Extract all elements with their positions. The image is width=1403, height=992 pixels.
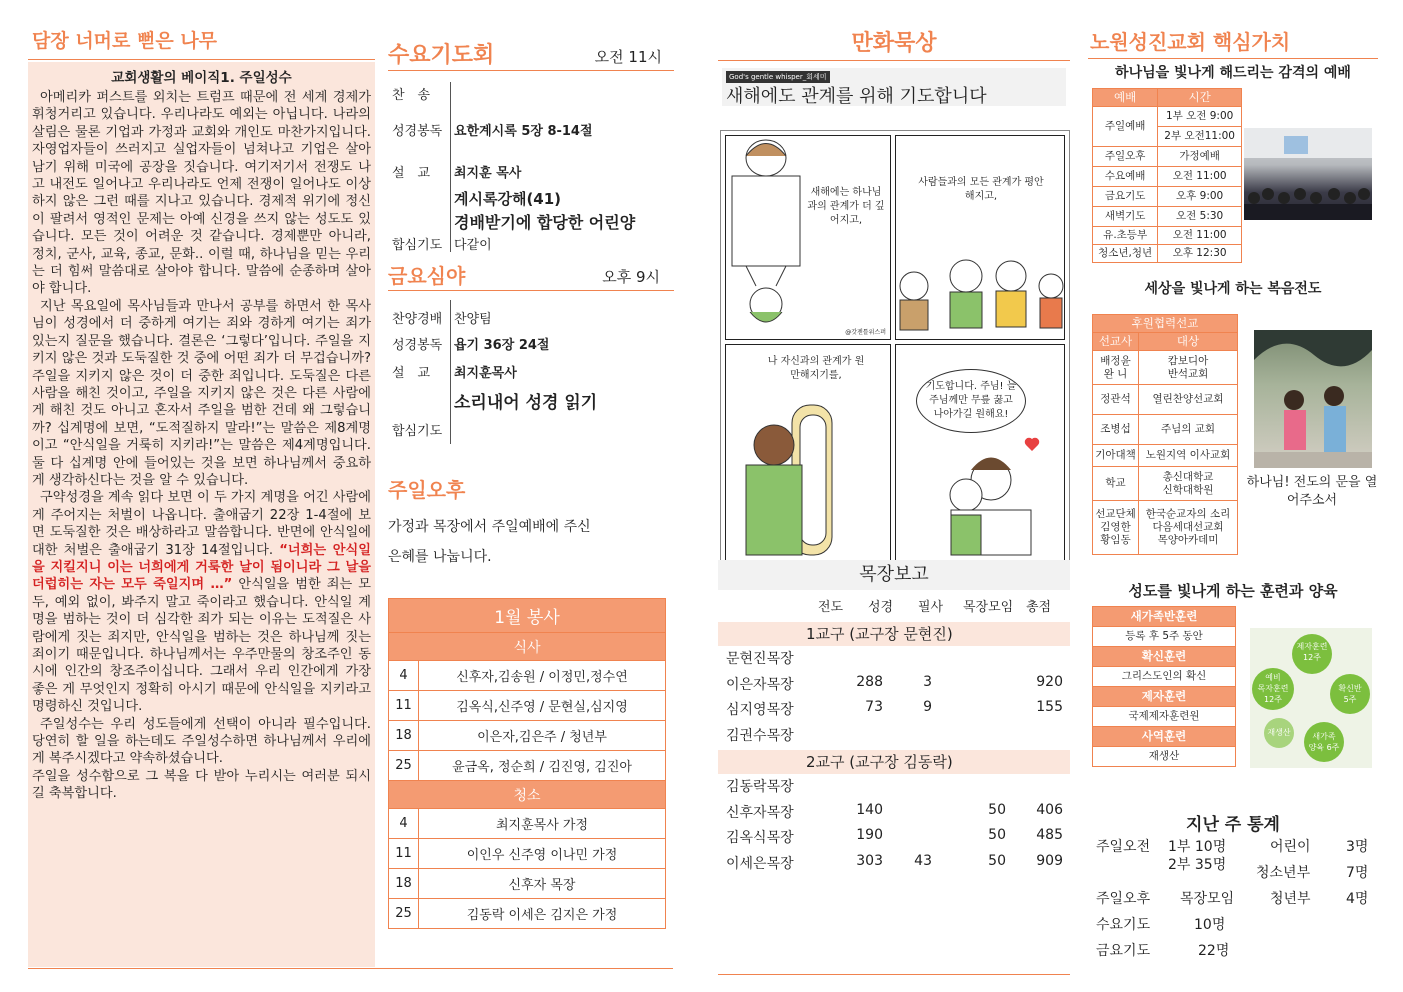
stats-label: 어린이 — [1270, 839, 1311, 855]
table-cell: 오전 5:30 — [1158, 207, 1242, 227]
table-cell: 청소년,청년 — [1093, 245, 1158, 263]
mokjang-cell: 155 — [1036, 699, 1063, 716]
column-header: 전도 — [818, 600, 844, 615]
mirror-illustration — [726, 345, 892, 563]
table-cell: 국제제자훈련원 — [1093, 707, 1236, 727]
mokjang-cell: 이세은목장 — [726, 855, 794, 872]
rule — [718, 60, 1070, 61]
table-cell: 주일오후 — [1093, 147, 1158, 167]
mokjang-row — [718, 725, 1070, 750]
stats-label: 주일오후 — [1096, 891, 1151, 907]
wed-time: 오전 11시 — [594, 48, 662, 66]
worship-photo — [1244, 128, 1372, 220]
sermon-series: 계시록강해(41) — [454, 190, 562, 208]
table-row — [389, 809, 666, 839]
mokjang-cell: 50 — [988, 852, 1006, 869]
table-cell: 18 — [389, 869, 419, 899]
table-cell: 수요예배 — [1093, 167, 1158, 187]
table-header: 확신훈련 — [1093, 647, 1236, 667]
table-cell: 이인우 신주영 이나민 가정 — [419, 839, 666, 869]
row-label: 성경봉독 — [392, 338, 443, 353]
table-cell: 25 — [389, 751, 419, 781]
training-cycle-diagram — [1250, 628, 1372, 768]
mokjang-cell: 288 — [856, 673, 883, 690]
mokjang-cell: 140 — [856, 801, 883, 818]
mokjang-cell: 73 — [865, 699, 883, 716]
fri-time: 오후 9시 — [602, 268, 660, 286]
table-cell: 11 — [389, 691, 419, 721]
table-cell: 배정윤 완 니 — [1093, 351, 1139, 385]
mokjang-cell: 이은자목장 — [726, 676, 794, 693]
table-cell: 캄보디아 반석교회 — [1139, 351, 1238, 385]
table-cell: 노원지역 이사교회 — [1139, 445, 1238, 467]
table-header: 선교사 — [1093, 333, 1139, 351]
table-row — [1093, 667, 1236, 687]
table-cell: 25 — [389, 899, 419, 929]
stats-label: 주일오전 — [1096, 839, 1151, 855]
table-cell: 오전 11:00 — [1158, 167, 1242, 187]
stats-value: 3명 — [1346, 839, 1369, 855]
cycle-node: 예비 목자훈련 12주 — [1252, 668, 1294, 710]
row-value: 최지훈 목사 — [454, 166, 522, 181]
row-value: 욥기 36장 24절 — [454, 338, 550, 353]
cartoon-subtitle: 새해에도 관계를 위해 기도합니다 — [726, 86, 987, 107]
mokjang-cell: 406 — [1036, 801, 1063, 818]
group-header: 1교구 (교구장 문현진) — [718, 622, 1070, 646]
cartoon-panel-4 — [895, 344, 1065, 562]
rule — [1088, 58, 1378, 59]
table-row — [1093, 227, 1242, 245]
table-row — [389, 751, 666, 781]
table-row — [1093, 107, 1242, 127]
cartoon-panel-1 — [725, 135, 891, 340]
mokjang-cell: 303 — [856, 852, 883, 869]
sun-pm-line: 은혜를 나눕니다. — [388, 549, 492, 565]
mission-table — [1092, 314, 1238, 555]
column-header: 필사 — [918, 600, 944, 615]
stats-label: 청소년부 — [1256, 865, 1311, 881]
mokjang-cell: 50 — [988, 801, 1006, 818]
table-cell: 최지훈목사 가정 — [419, 809, 666, 839]
panel-text: 사람들과의 모든 관계가 평안해지고, — [918, 177, 1044, 202]
table-cell: 유.초등부 — [1093, 227, 1158, 245]
table-row — [389, 691, 666, 721]
paragraph-text: 안식일을 범한 죄는 모두, 예외 없이, 봐주지 말고 죽이라고 했습니다. 안식일 계명을 범하는 것이 더 심각한 죄가 되는 이유는 도적질은 사람에게 짓는 죄지만, 안식일을 범하는 것은 하나님께 짓는 죄이기 때문입니다. 하나님께서는 우주만물의 창조주인 동시에 인간의 창조주이십니다. 그래서 우리 인간에게 가장 좋은 게 무엇인지 정확히 아시기 때문에 안식일을 지키라고 명령하신 것입니다. — [32, 577, 371, 715]
stats-label: 금요기도 — [1096, 943, 1151, 959]
column-header: 목장모임 — [963, 600, 1014, 615]
stats-value: 10명 — [1194, 917, 1226, 933]
row-label: 찬양경배 — [392, 312, 443, 327]
divider — [450, 82, 451, 252]
table-row — [1093, 707, 1236, 727]
table-row — [1093, 415, 1238, 445]
table-header: 시간 — [1158, 89, 1242, 107]
cartoon-panel-2 — [895, 135, 1065, 340]
mission-caption: 하나님! 전도의 문을 열어주소서 — [1246, 475, 1378, 508]
rule — [388, 290, 674, 291]
worship-title: 하나님을 빛나게 해드리는 감격의 예배 — [1115, 65, 1351, 81]
mokjang-row — [718, 853, 1070, 878]
row-label: 설 교 — [392, 366, 431, 381]
mokjang-title: 목장보고 — [859, 564, 929, 585]
stats-value: 1부 10명 — [1168, 839, 1227, 855]
cartoon-strip — [720, 130, 1070, 566]
panel-speech-bubble: 기도합니다. 주님! 늘 주님께만 무릎 꿇고 나아가길 원해요! — [916, 369, 1026, 433]
congregation-image — [1244, 128, 1372, 220]
paragraph: 주일을 성수함으로 그 복을 다 받아 누리시는 여러분 되시길 축복합니다. — [32, 768, 371, 802]
paragraph: 주일성수는 우리 성도들에게 선택이 아니라 필수입니다. 당연히 할 일을 하는데도 주일성수하면 하나님께서 우리에게 복주시겠다고 약속하셨습니다. — [32, 716, 371, 767]
table-row — [1093, 501, 1238, 555]
table-row — [389, 721, 666, 751]
table-cell: 김동락 이세은 김지은 가정 — [419, 899, 666, 929]
table-row — [389, 839, 666, 869]
mokjang-row — [718, 699, 1070, 724]
fri-title: 금요심야 — [388, 264, 466, 288]
row-label: 합심기도 — [392, 424, 443, 439]
row-value: 최지훈목사 — [454, 366, 517, 381]
values-title: 노원성진교회 핵심가치 — [1090, 30, 1291, 54]
table-cell: 주님의 교회 — [1139, 415, 1238, 445]
cartoon-column — [718, 24, 1070, 974]
mokjang-cell: 김옥식목장 — [726, 830, 794, 847]
group-header: 2교구 (교구장 김동락) — [718, 750, 1070, 774]
table-header: 대상 — [1139, 333, 1238, 351]
mokjang-cell: 9 — [923, 699, 932, 716]
people-illustration — [896, 136, 1066, 341]
mokjang-cell: 920 — [1036, 673, 1063, 690]
table-cell: 18 — [389, 721, 419, 751]
cartoon-header-box — [722, 68, 1066, 106]
table-row — [1093, 747, 1236, 767]
table-row — [1093, 627, 1236, 647]
title-rule — [28, 59, 375, 60]
rule — [388, 70, 674, 71]
table-cell: 이은자,김은주 / 청년부 — [419, 721, 666, 751]
table-title: 1월 봉사 — [389, 599, 666, 633]
table-cell: 선교단체 김영한 황임동 — [1093, 501, 1139, 555]
table-cell: 재생산 — [1093, 747, 1236, 767]
wed-title: 수요기도회 — [388, 43, 495, 68]
column-header: 성경 — [868, 600, 894, 615]
jesus-illustration — [726, 136, 892, 341]
row-value: 찬양팀 — [454, 312, 492, 327]
cartoon-panel-3 — [725, 344, 891, 562]
table-cell: 총신대학교 신학대학원 — [1139, 467, 1238, 501]
table-cell: 가정예배 — [1158, 147, 1242, 167]
mokjang-cell: 신후자목장 — [726, 804, 794, 821]
stats-value: 7명 — [1346, 865, 1369, 881]
table-cell: 한국순교자의 소리 다음세대선교회 목양아카데미 — [1139, 501, 1238, 555]
row-value: 요한계시록 5장 8-14절 — [454, 124, 593, 139]
paragraph — [32, 489, 371, 715]
mokjang-cell: 190 — [856, 827, 883, 844]
table-row — [1093, 147, 1242, 167]
volunteer-table — [388, 598, 666, 929]
table-header: 후원협력선교 — [1093, 315, 1238, 333]
table-header: 제자훈련 — [1093, 687, 1236, 707]
hug-illustration — [896, 345, 1066, 563]
table-cell: 신후자 목장 — [419, 869, 666, 899]
row-value: 다같이 — [454, 238, 492, 253]
mission-image — [1254, 330, 1372, 468]
table-cell: 4 — [389, 809, 419, 839]
table-cell: 주일예배 — [1093, 107, 1158, 147]
table-cell: 새벽기도 — [1093, 207, 1158, 227]
rule — [718, 974, 1070, 975]
table-cell: 김옥식,신주영 / 문현실,심지영 — [419, 691, 666, 721]
stats-label: 수요기도 — [1096, 917, 1151, 933]
paragraph: 지난 목요일에 목사님들과 만나서 공부를 하면서 한 목사님이 성경에서 더 중하게 여기는 죄와 경하게 여기는 죄가 있는지 질문을 했습니다. 결론은 ‘그렇다’입니다. 주일을 지키지 않은 것과 도둑질한 것 중에 어떤 죄가 더 무겁습니까? 주일을 지키지 않은 것이 더 중한 죄입니다. 도둑질은 다른 사람을 해친 것이고, 주일을 지키지 않은 것은 다른 사람에게 해친 것도 아니고 혼자서 주일을 범한 건데 왜 그렇습니까? 십계명에 보면, “도적질하지 말라!”는 말씀은 제8계명이고 “안식일을 거룩히 지키라!”는 말씀은 제4계명입니다. 둘 다 십계명 안에 들어있는 것을 보면 하나님께서 중요하게 생각하신다는 것을 알 수 있습니다. — [32, 298, 371, 488]
table-cell: 조병섭 — [1093, 415, 1139, 445]
cycle-node: 재생산 — [1264, 718, 1294, 748]
panel-text: 나 자신과의 관계가 원만해지기를, — [767, 356, 865, 381]
table-cell: 학교 — [1093, 467, 1139, 501]
cycle-node: 확신반 5주 — [1330, 674, 1370, 714]
table-section-header: 식사 — [389, 633, 666, 661]
table-row — [1093, 167, 1242, 187]
table-section-header: 청소 — [389, 781, 666, 809]
row-label: 합심기도 — [392, 238, 443, 253]
mokjang-cell: 심지영목장 — [726, 702, 794, 719]
stats-label: 청년부 — [1270, 891, 1311, 907]
pastor-message-box — [28, 62, 375, 967]
row-label: 설 교 — [392, 166, 431, 181]
mission-title: 세상을 빛나게 하는 복음전도 — [1144, 281, 1322, 297]
table-header: 예배 — [1093, 89, 1158, 107]
stats-label: 목장모임 — [1180, 891, 1235, 907]
stats-title: 지난 주 통계 — [1186, 815, 1280, 835]
sun-pm-line: 가정과 목장에서 주일예배에 주신 — [388, 519, 591, 535]
table-cell: 오전 11:00 — [1158, 227, 1242, 245]
training-title: 성도를 빛나게 하는 훈련과 양육 — [1128, 582, 1338, 600]
sun-pm-title: 주일오후 — [388, 478, 466, 502]
message-heading: 교회생활의 베이직1. 주일성수 — [111, 70, 292, 86]
table-cell: 4 — [389, 661, 419, 691]
table-row — [1093, 187, 1242, 207]
mokjang-cell: 3 — [923, 673, 932, 690]
mokjang-cell: 485 — [1036, 827, 1063, 844]
mokjang-cell: 문현진목장 — [726, 651, 794, 667]
stats-value: 2부 35명 — [1168, 857, 1227, 873]
table-row — [1093, 467, 1238, 501]
table-cell: 2부 오전11:00 — [1158, 127, 1242, 147]
table-row — [389, 869, 666, 899]
panel-signature: @갓젠틀위스퍼 — [845, 329, 886, 336]
mokjang-row — [718, 827, 1070, 852]
training-table — [1092, 606, 1236, 767]
mokjang-row — [718, 648, 1070, 673]
fri-sermon: 소리내어 성경 읽기 — [454, 393, 598, 413]
paragraph-text: 구약성경을 계속 읽다 보면 이 두 가지 계명을 어긴 사람에게 주어지는 처벌이 나옵니다. 출애굽기 22장 1-4절에 보면 도둑질한 것은 배상하라고 말씀합니다. 반면에 안식일에 대한 처벌은 출애굽기 31장 14절입니다. — [32, 490, 371, 558]
divider — [450, 300, 451, 444]
column-header: 총점 — [1026, 600, 1052, 615]
mokjang-title-bar — [718, 560, 1070, 590]
mokjang-row — [718, 802, 1070, 827]
values-column — [1088, 24, 1378, 974]
table-row — [1093, 445, 1238, 467]
table-row — [1093, 245, 1242, 263]
message-body — [28, 86, 375, 803]
table-cell: 정관석 — [1093, 385, 1139, 415]
row-label: 성경봉독 — [392, 124, 443, 139]
worship-table — [1092, 88, 1242, 263]
panel-text: 새해에는 하나님과의 관계가 더 깊어지고, — [807, 187, 885, 226]
service-column — [388, 34, 674, 974]
table-cell: 1부 오전 9:00 — [1158, 107, 1242, 127]
table-cell: 등록 후 5주 동안 — [1093, 627, 1236, 647]
stats-value: 22명 — [1198, 943, 1230, 959]
table-cell: 금요기도 — [1093, 187, 1158, 207]
table-cell: 그리스도인의 확신 — [1093, 667, 1236, 687]
mokjang-cell: 43 — [914, 852, 932, 869]
table-row — [1093, 385, 1238, 415]
table-cell: 신후자,김송원 / 이정민,정수연 — [419, 661, 666, 691]
table-cell: 오후 9:00 — [1158, 187, 1242, 207]
cartoon-tag: God's gentle whisper_회세미 — [726, 71, 830, 83]
mokjang-row — [718, 776, 1070, 801]
cycle-node: 새가족 양육 6주 — [1304, 722, 1344, 762]
mokjang-row — [718, 674, 1070, 699]
stats-value: 4명 — [1346, 891, 1369, 907]
mokjang-cell: 김동락목장 — [726, 779, 794, 795]
sermon-title: 경배받기에 합당한 어린양 — [454, 213, 636, 232]
row-label: 찬 송 — [392, 88, 431, 103]
paragraph: 아메리카 퍼스트를 외치는 트럼프 때문에 전 세계 경제가 휘청거리고 있습니다. 우리나라도 예외는 아닙니다. 나라의 살림은 물론 기업과 가정과 교회와 개인도 마찬가지입니다. 자영업자들이 쓰러지고 실업자들이 넘쳐나고 기업은 살아남기 위해 미국에 공장을 짓습니다. 여기저기서 전쟁도 나고 내전도 일어나고 우리나라도 언제 전쟁이 일어나도 이상하지 않은 그런 때를 지나고 있습니다. 경제적 위기에 정신이 팔려서 영적인 문제는 아예 신경을 쓰지 않는 성도도 있습니다. 모든 것이 어려운 것 같습니다. 경제뿐만 아니라, 정치, 군사, 교육, 종교, 문화.. 이럴 때, 하나님을 믿는 우리는 더 힘써 말씀대로 살아야 합니다. 말씀에 순종하며 살아야 합니다. — [32, 90, 371, 297]
table-cell: 열린찬양선교회 — [1139, 385, 1238, 415]
table-cell: 오후 12:30 — [1158, 245, 1242, 263]
table-cell: 윤금옥, 정순희 / 김진영, 김진아 — [419, 751, 666, 781]
mokjang-cell: 50 — [988, 827, 1006, 844]
table-cell: 11 — [389, 839, 419, 869]
mokjang-cell: 909 — [1036, 852, 1063, 869]
table-header: 사역훈련 — [1093, 727, 1236, 747]
table-cell: 기아대책 — [1093, 445, 1139, 467]
scripture-quote: “너희는 안식일을 지킬지니 이는 너희에게 거룩한 날이 됨이니라 그 날을 더럽히는 자는 모두 죽일지며 …” — [32, 542, 371, 593]
mokjang-cell: 김권수목장 — [726, 727, 794, 744]
mission-photo — [1254, 330, 1372, 468]
table-row — [1093, 207, 1242, 227]
cycle-node: 제자훈련 12주 — [1292, 634, 1332, 674]
column-title: 담장 너머로 뻗은 나무 — [32, 30, 218, 52]
table-row — [389, 899, 666, 929]
table-header: 새가족반훈련 — [1093, 607, 1236, 627]
cartoon-title: 만화묵상 — [851, 31, 937, 56]
table-row — [1093, 351, 1238, 385]
table-row — [389, 661, 666, 691]
